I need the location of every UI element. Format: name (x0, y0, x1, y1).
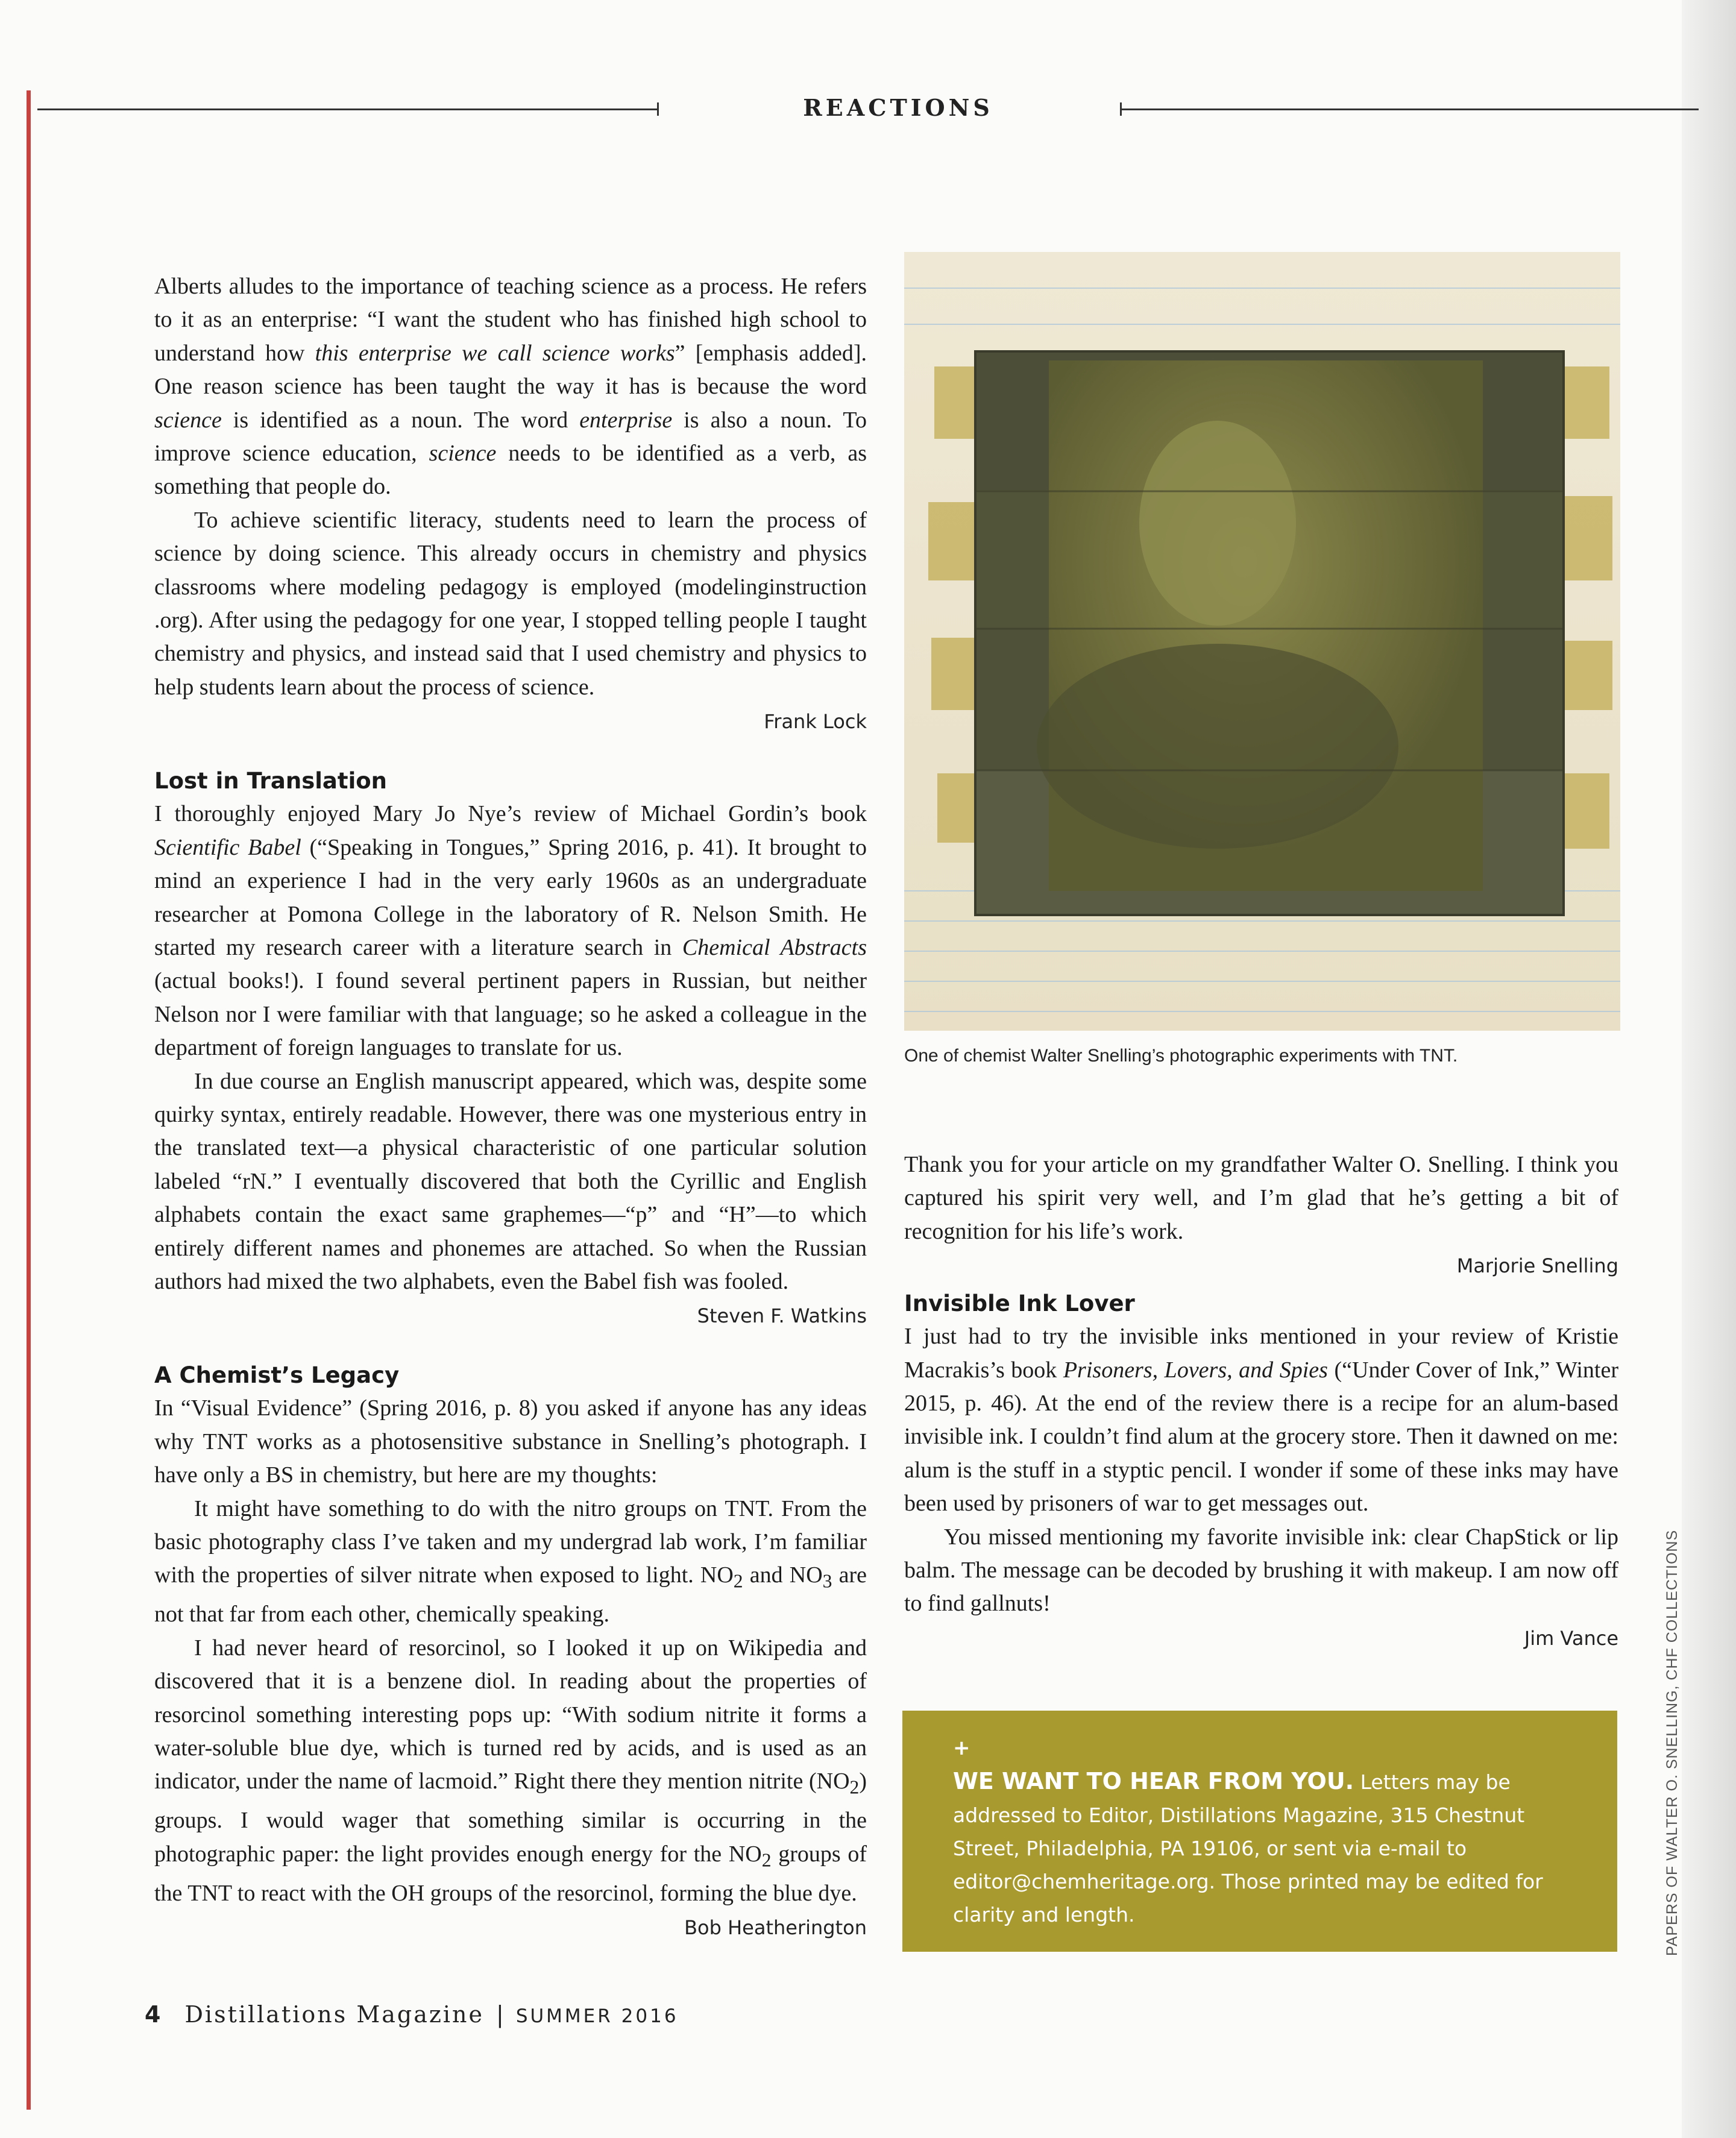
letter-frank-lock (154, 270, 867, 704)
callout-body: Letters may be addressed to Editor, Distillations Magazine, 315 Chestnut Street, Philadelphia, PA 19106, or sent via e-mail to editor@chemheritage.org. Those printed may be edited for clarity and length. (953, 1770, 1543, 1926)
page-edge-red (27, 90, 31, 2110)
letter-invisible-ink-lover (904, 1320, 1618, 1621)
letter-heading: A Chemist’s Legacy (154, 1362, 400, 1389)
letter-paragraph: In “Visual Evidence” (Spring 2016, p. 8) you asked if anyone has any ideas why TNT works as a photosensitive substance in Snelling’s photograph. I have only a BS in chemistry, but here are my thoughts: (154, 1395, 867, 1488)
footer-separator: | (496, 2001, 504, 2028)
letter-paragraph: I had never heard of resorcinol, so I looked it up on Wikipedia and discovered that it is a benzene diol. In reading about the properties of resorcinol something interesting pops up: “With sodium nitrite it forms a water-soluble blue dye, which is turned red by acids, and is used as an indicator, under the name of lacmoid.” Right there they mention nitrite $(NO_2)$ groups. I would wager that something similar is occurring in the photographic paper: the light provides enough energy for the $NO_2$ groups of the TNT to react with the OH groups of the resorcinol, forming the blue dye. (154, 1635, 867, 1906)
letter-paragraph: In due course an English manuscript appeared, which was, despite some quirky syntax, entirely readable. However, there was one mysterious entry in the translated text—a physical characteristic of one particular solution labeled “rN.” I eventually discovered that both the Cyrillic and English alphabets contain the exact same graphemes—“p” and “H”—to which entirely different names and phonemes are attached. So when the Russian authors had mixed the two alphabets, even the Babel fish was fooled. (154, 1068, 867, 1294)
magazine-name: Distillations Magazine (184, 2001, 484, 2028)
letter-paragraph: Alberts alludes to the importance of teaching science as a process. He refers to it as an enterprise: “I want the student who has finished high school to understand how this enterprise we call science works” [emphasis added]. One reason science has been taught the way it has is because the word science is identified as a noun. The word enterprise is also a noun. To improve science education, science needs to be identified as a verb, as something that people do. (154, 274, 867, 500)
letter-paragraph: I thoroughly enjoyed Mary Jo Nye’s review of Michael Gordin’s book Scientific Babel (“Speaking in Tongues,” Spring 2016, p. 41). It brought to mind an experience I had in the very early 1960s as an undergraduate researcher at Pomona College in the laboratory of R. Nelson Smith. He started my research career with a literature search in Chemical Abstracts (actual books!). I found several pertinent papers in Russian, but neither Nelson nor I were familiar with that language; so he asked a colleague in the department of foreign languages to translate for us. (154, 801, 867, 1061)
letter-paragraph: To achieve scientific literacy, students need to learn the process of science by doing science. This already occurs in chemistry and physics classrooms where modeling pedagogy is employed (modelinginstruction .org). After using the pedagogy for one year, I stopped telling people I taught chemistry and physics, and instead said that I used chemistry and physics to help students learn about the process of science. (154, 507, 867, 700)
photo-credit: PAPERS OF WALTER O. SNELLING, CHF COLLECTIONS (1664, 1529, 1681, 1956)
letter-paragraph: It might have something to do with the nitro groups on TNT. From the basic photography class I’ve taken and my undergrad lab work, I’m familiar with the properties of silver nitrate when exposed to light. $NO_2$ and $NO_3$ are not that far from each other, chemically speaking. (154, 1495, 867, 1627)
header-rule-right (1120, 108, 1699, 110)
page-footer (145, 2001, 679, 2028)
section-title: REACTIONS (803, 94, 993, 121)
left-column (154, 270, 867, 1939)
page-gutter-shadow (1682, 0, 1736, 2138)
issue-date: SUMMER 2016 (515, 2005, 679, 2027)
letter-paragraph: I just had to try the invisible inks mentioned in your review of Kristie Macrakis’s book Prisoners, Lovers, and Spies (“Under Cover of Ink,” Winter 2015, p. 46). At the end of the review there is a recipe for an alum-based invisible ink. I couldn’t find alum at the grocery store. Then it dawned on me: alum is the stuff in a styptic pencil. I wonder if some of these inks may have been used by prisoners of war to get messages out. (904, 1324, 1618, 1517)
letter-heading: Invisible Ink Lover (904, 1291, 1135, 1317)
letter-signature: Frank Lock (764, 710, 867, 734)
tnt-photograph (904, 252, 1620, 1031)
header-rule-left-end (657, 102, 659, 116)
letter-marjorie-snelling (904, 1148, 1618, 1248)
contact-callout (902, 1711, 1617, 1952)
letter-signature: Jim Vance (1524, 1626, 1618, 1650)
plus-icon: + (953, 1736, 970, 1760)
photo-caption: One of chemist Walter Snelling’s photographic experiments with TNT. (904, 1046, 1458, 1066)
letter-signature: Steven F. Watkins (697, 1304, 867, 1328)
callout-text (953, 1765, 1580, 1931)
callout-headline: WE WANT TO HEAR FROM YOU. (953, 1768, 1354, 1794)
letter-heading: Lost in Translation (154, 768, 388, 794)
right-column (904, 1148, 1618, 1650)
letter-lost-in-translation (154, 797, 867, 1298)
letter-a-chemists-legacy (154, 1392, 867, 1910)
header-rule-left (37, 108, 658, 110)
letter-paragraph: Thank you for your article on my grandfather Walter O. Snelling. I think you captured his spirit very well, and I’m glad that he’s getting a bit of recognition for his life’s work. (904, 1152, 1618, 1244)
page-number: 4 (145, 2001, 161, 2028)
letter-signature: Bob Heatherington (684, 1916, 867, 1940)
letter-signature: Marjorie Snelling (1456, 1254, 1618, 1278)
letter-paragraph: You missed mentioning my favorite invisible ink: clear ChapStick or lip balm. The message can be decoded by brushing it with makeup. I am now off to find gallnuts! (904, 1524, 1618, 1617)
